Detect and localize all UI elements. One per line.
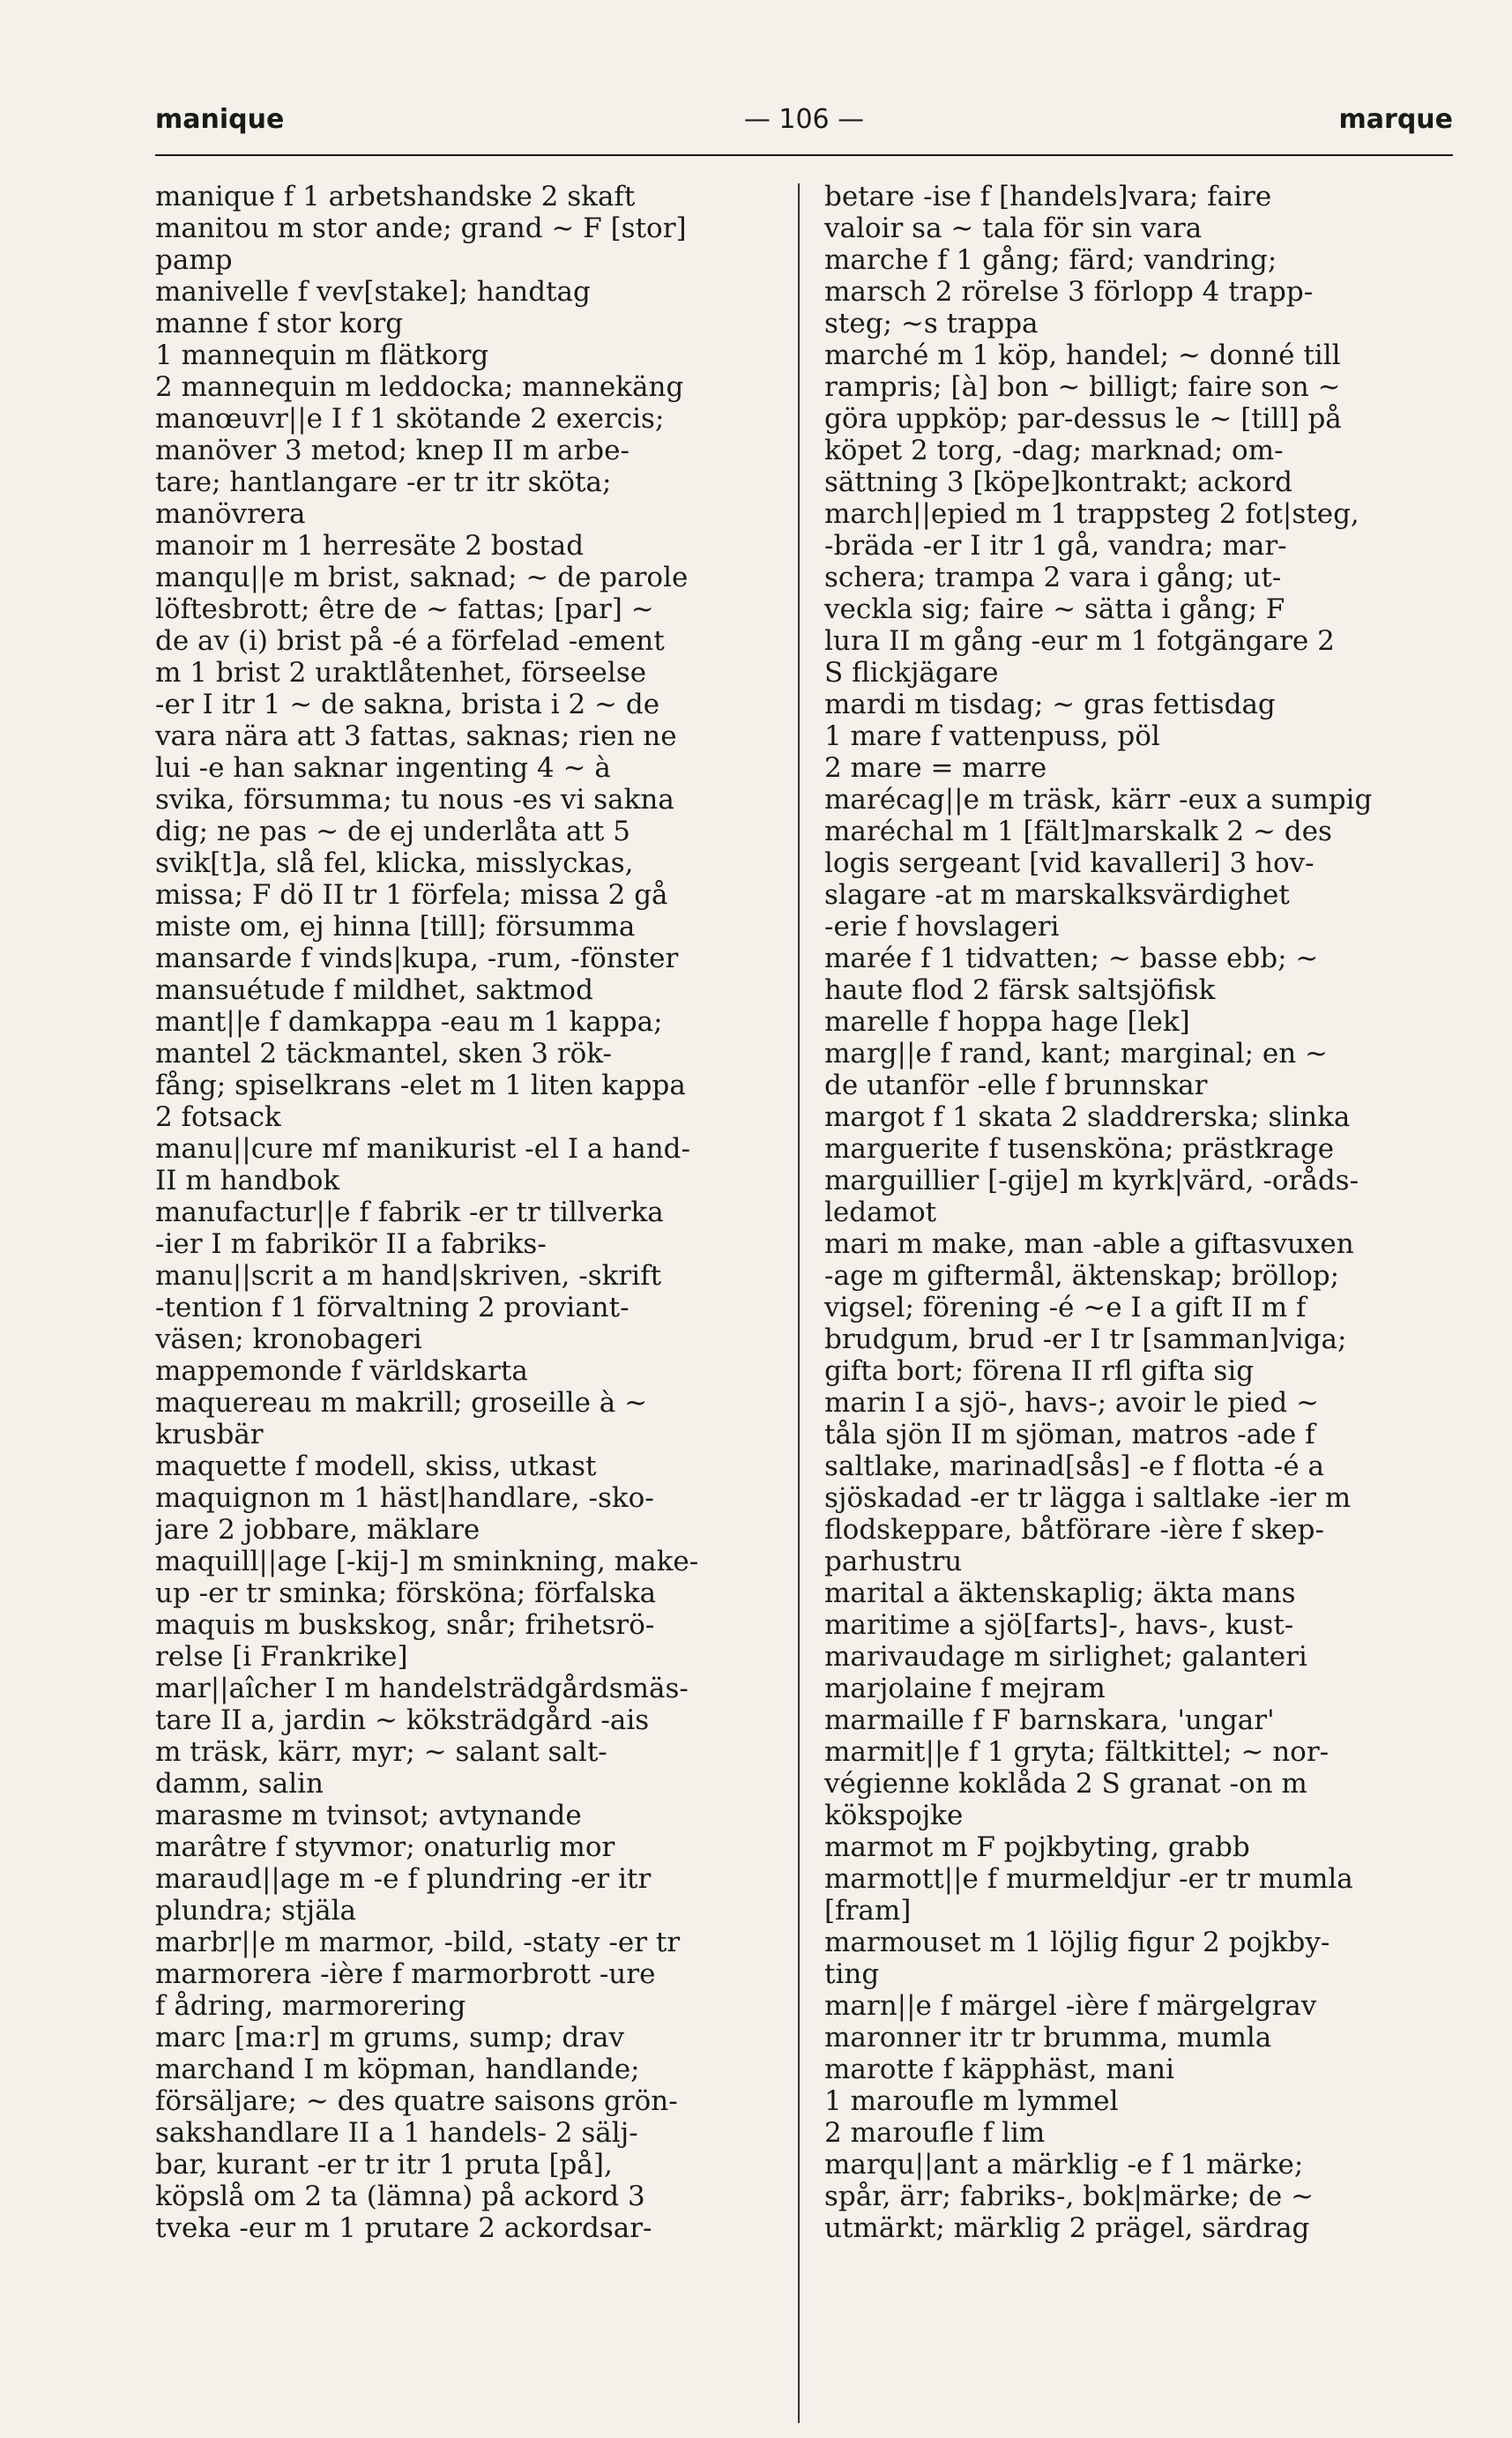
dictionary-line: dig; ne pas ~ de ej underlåta att 5 — [155, 816, 630, 847]
dictionary-line: vara nära att 3 fattas, saknas; rien ne — [155, 720, 677, 752]
dictionary-line: missa; F dö II tr 1 förfela; missa 2 gå — [155, 879, 668, 911]
dictionary-line: mari m make, man -able a giftasvuxen — [824, 1228, 1354, 1260]
dictionary-line: maréchal m 1 [fält]marskalk 2 ~ des — [824, 816, 1332, 847]
dictionary-line: tare; hantlangare -er tr itr sköta; — [155, 466, 612, 498]
dictionary-line: marmouset m 1 löjlig figur 2 pojkby- — [824, 1927, 1330, 1958]
dictionary-line: tveka -eur m 1 prutare 2 ackordsar- — [155, 2212, 652, 2244]
dictionary-line: saltlake, marinad[sås] -e f flotta -é a — [824, 1450, 1324, 1482]
dictionary-line: manöver 3 metod; knep II m arbe- — [155, 435, 629, 466]
page-number: — 106 — — [743, 104, 865, 135]
dictionary-line: II m handbok — [155, 1165, 340, 1197]
dictionary-line: marchand I m köpman, handlande; — [155, 2054, 640, 2085]
dictionary-line: -erie f hovslageri — [824, 911, 1060, 943]
dictionary-line: manitou m stor ande; grand ~ F [stor] — [155, 212, 687, 244]
dictionary-line: marasme m tvinsot; avtynande — [155, 1800, 582, 1831]
dictionary-line: steg; ~s trappa — [824, 308, 1039, 339]
dictionary-line: löftesbrott; être de ~ fattas; [par] ~ — [155, 593, 654, 625]
dictionary-line: m träsk, kärr, myr; ~ salant salt- — [155, 1736, 607, 1768]
dictionary-line: m 1 brist 2 uraktlåtenhet, förseelse — [155, 657, 647, 689]
header-rule — [155, 154, 1453, 156]
dictionary-line: [fram] — [824, 1895, 912, 1927]
dictionary-line: S flickjägare — [824, 657, 999, 689]
dictionary-line: manu||scrit a m hand|skriven, -skrift — [155, 1260, 662, 1292]
dictionary-line: marn||e f märgel -ière f märgelgrav — [824, 1990, 1317, 2022]
dictionary-line: march||epied m 1 trappsteg 2 fot|steg, — [824, 498, 1359, 530]
dictionary-line: sjöskadad -er tr lägga i saltlake -ier m — [824, 1482, 1352, 1514]
dictionary-line: väsen; kronobageri — [155, 1323, 422, 1355]
dictionary-line: marg||e f rand, kant; marginal; en ~ — [824, 1038, 1329, 1070]
dictionary-line: 2 mannequin m leddocka; mannekäng — [155, 371, 684, 403]
dictionary-line: marin I a sjö-, havs-; avoir le pied ~ — [824, 1387, 1320, 1419]
dictionary-line: -tention f 1 förvaltning 2 proviant- — [155, 1292, 629, 1323]
dictionary-line: schera; trampa 2 vara i gång; ut- — [824, 562, 1282, 593]
dictionary-line: svika, försumma; tu nous -es vi sakna — [155, 784, 674, 816]
dictionary-line: marmit||e f 1 gryta; fältkittel; ~ nor- — [824, 1736, 1330, 1768]
dictionary-line: manœuvr||e I f 1 skötande 2 exercis; — [155, 403, 665, 435]
dictionary-line: marche f 1 gång; färd; vandring; — [824, 244, 1277, 276]
header-guide-word-left: manique — [155, 104, 285, 135]
dictionary-line: f ådring, marmorering — [155, 1990, 466, 2022]
dictionary-line: maronner itr tr brumma, mumla — [824, 2022, 1272, 2054]
dictionary-line: haute flod 2 färsk saltsjöfisk — [824, 974, 1216, 1006]
dictionary-line: utmärkt; märklig 2 prägel, särdrag — [824, 2212, 1310, 2244]
dictionary-line: manique f 1 arbetshandske 2 skaft — [155, 181, 636, 212]
dictionary-line: damm, salin — [155, 1768, 324, 1800]
dictionary-line: marmorera -ière f marmorbrott -ure — [155, 1958, 656, 1990]
right-column — [824, 181, 1456, 2244]
dictionary-line: mardi m tisdag; ~ gras fettisdag — [824, 689, 1276, 720]
dictionary-line: up -er tr sminka; försköna; förfalska — [155, 1577, 657, 1609]
column-divider — [798, 183, 800, 2423]
dictionary-line: manqu||e m brist, saknad; ~ de parole — [155, 562, 689, 593]
dictionary-line: maraud||age m -e f plundring -er itr — [155, 1863, 652, 1895]
dictionary-line: svik[t]a, slå fel, klicka, misslyckas, — [155, 847, 634, 879]
dictionary-line: marsch 2 rörelse 3 förlopp 4 trapp- — [824, 276, 1314, 308]
dictionary-line: marée f 1 tidvatten; ~ basse ebb; ~ — [824, 943, 1319, 974]
dictionary-line: marc [ma:r] m grums, sump; drav — [155, 2022, 625, 2054]
dictionary-line: valoir sa ~ tala för sin vara — [824, 212, 1203, 244]
dictionary-line: mansarde f vinds|kupa, -rum, -fönster — [155, 943, 679, 974]
dictionary-line: maquis m buskskog, snår; frihetsrö- — [155, 1609, 655, 1641]
dictionary-line: bar, kurant -er tr itr 1 pruta [på], — [155, 2149, 613, 2181]
dictionary-line: flodskeppare, båtförare -ière f skep- — [824, 1514, 1324, 1546]
dictionary-line: marital a äktenskaplig; äkta mans — [824, 1577, 1296, 1609]
dictionary-line: gifta bort; förena II rfl gifta sig — [824, 1355, 1255, 1387]
dictionary-line: lui -e han saknar ingenting 4 ~ à — [155, 752, 611, 784]
dictionary-line: veckla sig; faire ~ sätta i gång; F — [824, 593, 1285, 625]
dictionary-line: manne f stor korg — [155, 308, 404, 339]
dictionary-line: miste om, ej hinna [till]; försumma — [155, 911, 636, 943]
dictionary-line: marécag||e m träsk, kärr -eux a sumpig — [824, 784, 1373, 816]
dictionary-line: mantel 2 täckmantel, sken 3 rök- — [155, 1038, 612, 1070]
dictionary-line: parhustru — [824, 1546, 963, 1577]
dictionary-line: manövrera — [155, 498, 306, 530]
dictionary-line: végienne koklåda 2 S granat -on m — [824, 1768, 1307, 1800]
dictionary-line: ting — [824, 1958, 880, 1990]
dictionary-line: krusbär — [155, 1419, 264, 1450]
dictionary-line: manoir m 1 herresäte 2 bostad — [155, 530, 585, 562]
dictionary-line: -er I itr 1 ~ de sakna, brista i 2 ~ de — [155, 689, 660, 720]
dictionary-line: marguillier [-gije] m kyrk|värd, -oråds- — [824, 1165, 1359, 1197]
dictionary-line: plundra; stjäla — [155, 1895, 356, 1927]
dictionary-line: brudgum, brud -er I tr [samman]viga; — [824, 1323, 1347, 1355]
dictionary-line: köpet 2 torg, -dag; marknad; om- — [824, 435, 1284, 466]
dictionary-line: jare 2 jobbare, mäklare — [155, 1514, 480, 1546]
dictionary-line: manivelle f vev[stake]; handtag — [155, 276, 591, 308]
dictionary-line: relse [i Frankrike] — [155, 1641, 408, 1673]
dictionary-line: maquette f modell, skiss, utkast — [155, 1450, 597, 1482]
dictionary-line: sättning 3 [köpe]kontrakt; ackord — [824, 466, 1292, 498]
dictionary-line: marguerite f tusensköna; prästkrage — [824, 1133, 1335, 1165]
dictionary-line: 2 fotsack — [155, 1101, 281, 1133]
dictionary-line: betare -ise f [handels]vara; faire — [824, 181, 1272, 212]
dictionary-line: marotte f käpphäst, mani — [824, 2054, 1175, 2085]
dictionary-line: sakshandlare II a 1 handels- 2 sälj- — [155, 2117, 638, 2149]
dictionary-line: marmot m F pojkbyting, grabb — [824, 1831, 1250, 1863]
dictionary-line: marjolaine f mejram — [824, 1673, 1106, 1704]
dictionary-line: marché m 1 köp, handel; ~ donné till — [824, 339, 1341, 371]
dictionary-line: fång; spiselkrans -elet m 1 liten kappa — [155, 1070, 686, 1101]
dictionary-line: maquill||age [-kij-] m sminkning, make- — [155, 1546, 699, 1577]
dictionary-line: -bräda -er I itr 1 gå, vandra; mar- — [824, 530, 1287, 562]
dictionary-line: manu||cure mf manikurist -el I a hand- — [155, 1133, 690, 1165]
left-column — [155, 181, 786, 2244]
header-guide-word-right: marque — [1338, 104, 1453, 135]
dictionary-line: marâtre f styvmor; onaturlig mor — [155, 1831, 615, 1863]
dictionary-line: marmaille f F barnskara, 'ungar' — [824, 1704, 1275, 1736]
dictionary-line: -ier I m fabrikör II a fabriks- — [155, 1228, 547, 1260]
dictionary-line: marelle f hoppa hage [lek] — [824, 1006, 1190, 1038]
page-header — [155, 104, 1453, 160]
dictionary-line: 2 mare = marre — [824, 752, 1047, 784]
dictionary-line: rampris; [à] bon ~ billigt; faire son ~ — [824, 371, 1341, 403]
dictionary-line: vigsel; förening -é ~e I a gift II m f — [824, 1292, 1307, 1323]
dictionary-line: tåla sjön II m sjöman, matros -ade f — [824, 1419, 1315, 1450]
dictionary-line: marivaudage m sirlighet; galanteri — [824, 1641, 1307, 1673]
dictionary-line: mar||aîcher I m handelsträdgårdsmäs- — [155, 1673, 689, 1704]
dictionary-line: 2 maroufle f lim — [824, 2117, 1046, 2149]
dictionary-line: pamp — [155, 244, 233, 276]
dictionary-line: -age m giftermål, äktenskap; bröllop; — [824, 1260, 1340, 1292]
dictionary-line: göra uppköp; par-dessus le ~ [till] på — [824, 403, 1342, 435]
dictionary-line: köpslå om 2 ta (lämna) på ackord 3 — [155, 2181, 645, 2212]
dictionary-line: kökspojke — [824, 1800, 964, 1831]
dictionary-line: 1 mannequin m flätkorg — [155, 339, 489, 371]
dictionary-line: mappemonde f världskarta — [155, 1355, 528, 1387]
dictionary-line: ledamot — [824, 1197, 937, 1228]
dictionary-line: spår, ärr; fabriks-, bok|märke; de ~ — [824, 2181, 1315, 2212]
dictionary-line: försäljare; ~ des quatre saisons grön- — [155, 2085, 678, 2117]
dictionary-line: 1 maroufle m lymmel — [824, 2085, 1119, 2117]
dictionary-line: slagare -at m marskalksvärdighet — [824, 879, 1290, 911]
dictionary-line: maquereau m makrill; groseille à ~ — [155, 1387, 648, 1419]
dictionary-line: lura II m gång -eur m 1 fotgängare 2 — [824, 625, 1335, 657]
dictionary-line: mansuétude f mildhet, saktmod — [155, 974, 593, 1006]
dictionary-line: marbr||e m marmor, -bild, -staty -er tr — [155, 1927, 681, 1958]
dictionary-line: logis sergeant [vid kavalleri] 3 hov- — [824, 847, 1315, 879]
dictionary-line: marqu||ant a märklig -e f 1 märke; — [824, 2149, 1304, 2181]
dictionary-line: margot f 1 skata 2 sladdrerska; slinka — [824, 1101, 1351, 1133]
dictionary-line: de av (i) brist på -é a förfelad -ement — [155, 625, 665, 657]
dictionary-line: maritime a sjö[farts]-, havs-, kust- — [824, 1609, 1294, 1641]
dictionary-line: maquignon m 1 häst|handlare, -sko- — [155, 1482, 654, 1514]
dictionary-line: de utanför -elle f brunnskar — [824, 1070, 1208, 1101]
dictionary-line: tare II a, jardin ~ köksträdgård -ais — [155, 1704, 650, 1736]
dictionary-line: mant||e f damkappa -eau m 1 kappa; — [155, 1006, 663, 1038]
dictionary-line: 1 mare f vattenpuss, pöl — [824, 720, 1160, 752]
dictionary-line: manufactur||e f fabrik -er tr tillverka — [155, 1197, 664, 1228]
dictionary-line: marmott||e f murmeldjur -er tr mumla — [824, 1863, 1353, 1895]
